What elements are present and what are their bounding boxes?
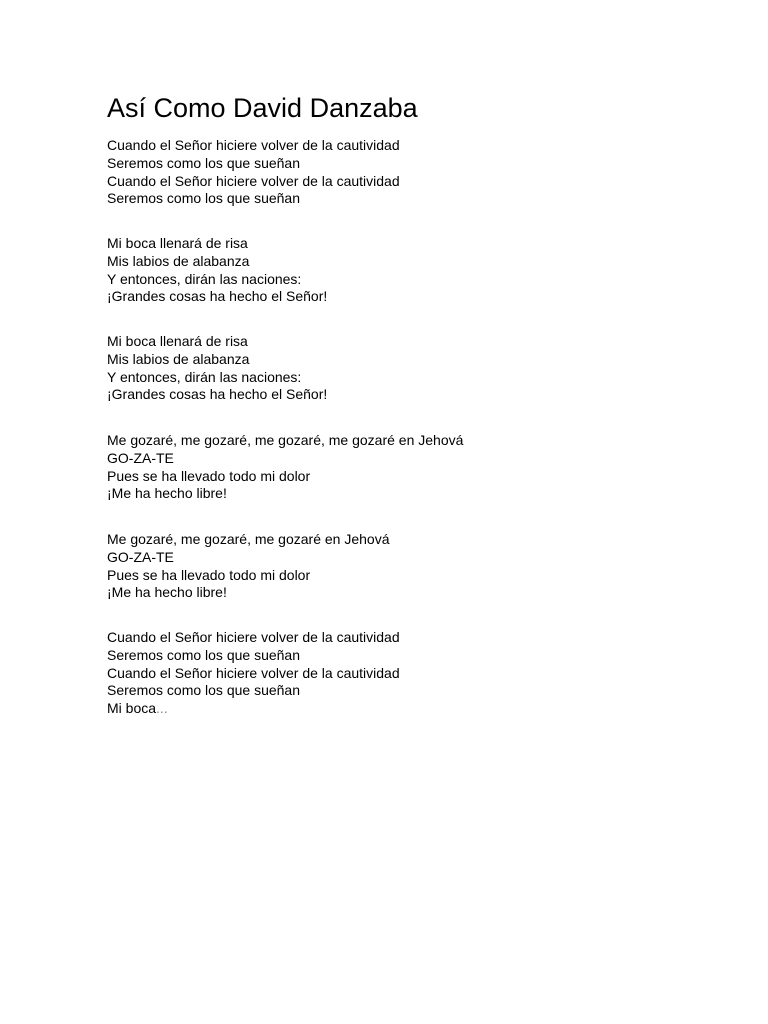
lyric-line: Pues se ha llevado todo mi dolor — [107, 566, 311, 583]
lyric-line: Seremos como los que sueñan — [107, 154, 300, 171]
lyric-line: Seremos como los que sueñan — [107, 682, 300, 699]
lyric-line: Cuando el Señor hiciere volver de la cautividad — [107, 629, 400, 645]
lyrics-stanza — [107, 333, 327, 404]
ellipsis-marker: ... — [156, 700, 168, 716]
lyric-line: GO-ZA-TE — [107, 548, 174, 565]
lyric-line: Cuando el Señor hiciere volver de la cautividad — [107, 664, 400, 681]
lyric-line: Pues se ha llevado todo mi dolor — [107, 467, 311, 484]
lyric-line: ¡Me ha hecho libre! — [107, 584, 227, 601]
lyric-line: Seremos como los que sueñan — [107, 646, 300, 663]
lyric-line: GO-ZA-TE — [107, 449, 174, 466]
lyrics-stanza — [107, 235, 327, 306]
page-title: Así Como David Danzaba — [107, 93, 418, 123]
lyric-line: Y entonces, dirán las naciones: — [107, 270, 302, 287]
truncated-text: Mi boca — [107, 700, 157, 716]
lyric-line: ¡Grandes cosas ha hecho el Señor! — [107, 288, 328, 305]
lyrics-stanza — [107, 629, 400, 718]
lyric-line: Y entonces, dirán las naciones: — [107, 368, 302, 385]
lyric-line: Cuando el Señor hiciere volver de la cautividad — [107, 172, 400, 189]
lyric-line: Mis labios de alabanza — [107, 252, 250, 269]
lyric-line: Mi boca llenará de risa — [107, 235, 248, 251]
lyric-line: Cuando el Señor hiciere volver de la cautividad — [107, 137, 400, 153]
lyric-line: ¡Me ha hecho libre! — [107, 485, 227, 502]
lyric-line: Me gozaré, me gozaré, me gozaré, me gozaré en Jehová — [107, 432, 464, 448]
lyric-line: Me gozaré, me gozaré, me gozaré en Jehová — [107, 531, 390, 547]
lyric-line: Mis labios de alabanza — [107, 350, 250, 367]
lyrics-stanza — [107, 432, 463, 503]
lyrics-stanza — [107, 531, 390, 602]
lyric-line: ¡Grandes cosas ha hecho el Señor! — [107, 386, 328, 403]
lyric-line: Seremos como los que sueñan — [107, 190, 300, 207]
truncated-lyric-line — [107, 700, 400, 718]
lyric-line: Mi boca llenará de risa — [107, 333, 248, 349]
lyrics-stanza — [107, 137, 400, 208]
